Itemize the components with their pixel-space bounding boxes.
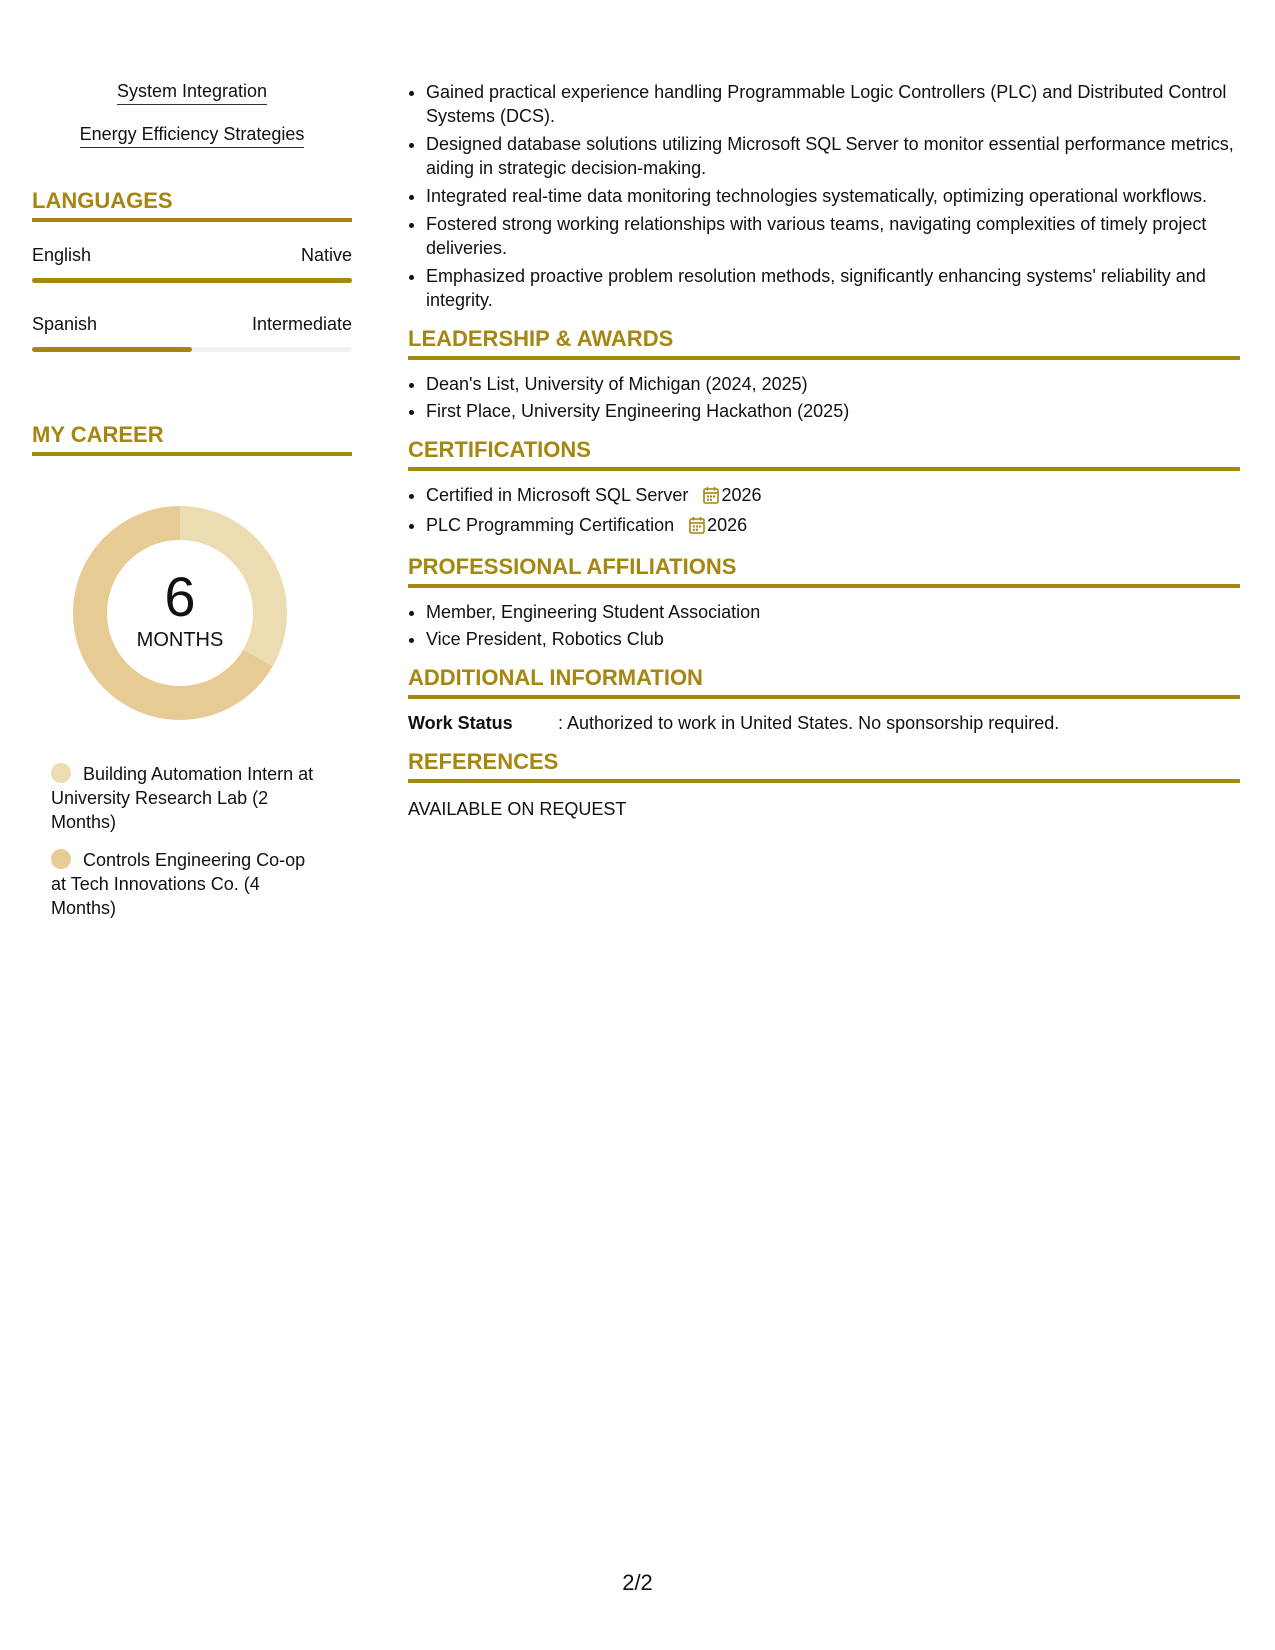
affiliation-item: • Member, Engineering Student Association xyxy=(426,600,1240,624)
career-total-unit: MONTHS xyxy=(136,629,224,651)
certification-year: 2026 xyxy=(721,485,762,505)
affiliation-item: • Vice President, Robotics Club xyxy=(426,627,1240,651)
language-level: Native xyxy=(300,245,352,265)
language-item xyxy=(32,244,352,283)
career-legend-item xyxy=(51,848,321,920)
references-section xyxy=(408,749,1240,821)
languages-heading: LANGUAGES xyxy=(32,188,352,222)
right-column xyxy=(408,80,1240,821)
additional-info-heading: ADDITIONAL INFORMATION xyxy=(408,665,1240,699)
certifications-section xyxy=(408,437,1240,540)
career-legend-label: Controls Engineering Co-op at Tech Innovations Co. (4 Months) xyxy=(51,850,306,918)
legend-dot xyxy=(51,763,71,783)
references-text: AVAILABLE ON REQUEST xyxy=(408,799,627,819)
work-status-value: : Authorized to work in United States. No sponsorship required. xyxy=(558,713,1060,733)
leadership-item: • First Place, University Engineering Hackathon (2025) xyxy=(426,399,1240,423)
certification-item xyxy=(426,483,1240,510)
experience-bullet: • Integrated real-time data monitoring technologies systematically, optimizing operational workflows. xyxy=(426,184,1240,208)
certifications-heading: CERTIFICATIONS xyxy=(408,437,1240,471)
certification-name: Certified in Microsoft SQL Server xyxy=(426,485,689,505)
calendar-icon xyxy=(703,486,719,510)
language-item xyxy=(32,313,352,352)
career-section xyxy=(32,422,352,920)
legend-dot xyxy=(51,849,71,869)
page-number: 2/2 xyxy=(622,1570,653,1595)
experience-bullet: • Emphasized proactive problem resolution methods, significantly enhancing systems' reliability and integrity. xyxy=(426,264,1240,312)
career-legend-label: Building Automation Intern at University Research Lab (2 Months) xyxy=(51,764,314,832)
left-column xyxy=(32,80,352,934)
certification-item xyxy=(426,513,1240,540)
career-heading: MY CAREER xyxy=(32,422,352,456)
affiliations-heading: PROFESSIONAL AFFILIATIONS xyxy=(408,554,1240,588)
language-level: Intermediate xyxy=(251,314,352,334)
language-proficiency-fill xyxy=(32,347,192,352)
additional-info-section xyxy=(408,665,1240,735)
language-proficiency-bar xyxy=(32,347,352,352)
certification-year: 2026 xyxy=(707,515,748,535)
experience-bullet: • Gained practical experience handling Programmable Logic Controllers (PLC) and Distributed Control Systems (DCS). xyxy=(426,80,1240,128)
certification-name: PLC Programming Certification xyxy=(426,515,675,535)
experience-bullet: • Fostered strong working relationships with various teams, navigating complexities of timely project deliveries. xyxy=(426,212,1240,260)
affiliations-section xyxy=(408,554,1240,651)
work-status-label: Work Status xyxy=(408,713,513,733)
skills-list xyxy=(32,80,352,148)
references-heading: REFERENCES xyxy=(408,749,1240,783)
languages-section xyxy=(32,188,352,352)
calendar-icon xyxy=(689,516,705,540)
language-proficiency-bar xyxy=(32,278,352,283)
language-proficiency-fill xyxy=(32,278,352,283)
leadership-heading: LEADERSHIP & AWARDS xyxy=(408,326,1240,360)
career-legend-item xyxy=(51,762,321,834)
experience-bullet: • Designed database solutions utilizing Microsoft SQL Server to monitor essential performance metrics, aiding in strategic decision-making. xyxy=(426,132,1240,180)
career-donut-chart xyxy=(65,498,295,728)
career-total-months: 6 xyxy=(164,565,196,628)
donut-center-label xyxy=(65,565,295,652)
skill-tag: Energy Efficiency Strategies xyxy=(80,123,305,148)
language-name: Spanish xyxy=(32,314,98,334)
experience-bullets xyxy=(408,80,1240,312)
work-status-row xyxy=(408,711,1240,735)
language-name: English xyxy=(32,245,92,265)
skill-tag: System Integration xyxy=(117,80,267,105)
leadership-section xyxy=(408,326,1240,423)
career-legend xyxy=(51,762,321,920)
leadership-item: • Dean's List, University of Michigan (2024, 2025) xyxy=(426,372,1240,396)
